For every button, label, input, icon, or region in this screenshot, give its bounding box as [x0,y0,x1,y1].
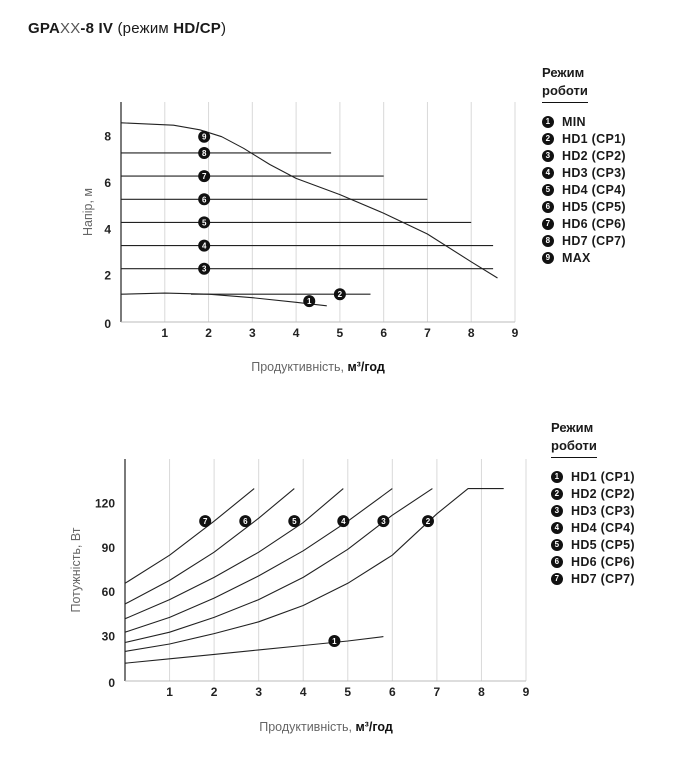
legend-item-number: 8 [542,235,554,247]
legend-item-number: 2 [551,488,563,500]
legend-item-number: 2 [542,133,554,145]
legend-item-label: HD3 (CP3) [571,503,635,518]
x-tick-label: 2 [205,326,212,340]
series-marker-3 [377,515,389,527]
x-tick-label: 7 [433,685,441,699]
series-marker-label: 6 [201,195,207,205]
series-marker-label: 9 [201,132,207,142]
legend-item-number: 3 [551,505,563,517]
series-marker-5 [288,515,300,527]
y-tick-label: 90 [101,540,115,555]
series-marker-label: 6 [243,517,248,527]
legend-item [542,147,626,164]
y-tick-label: 6 [104,176,111,191]
title-model-xx: XX [60,20,81,37]
legend-item [551,570,635,587]
x-tick-label: 5 [344,685,352,699]
legend-item-number: 7 [551,573,563,585]
series-marker-1 [328,635,340,647]
title-mode-value: HD/CP [173,20,221,37]
series-marker-2 [422,515,434,527]
series-marker-label: 7 [202,517,208,527]
series-marker-label: 1 [332,637,337,647]
series-marker-label: 3 [201,264,207,274]
x-tick-label: 4 [299,685,307,699]
legend-item-label: HD4 (CP4) [562,182,626,197]
legend-item-label: HD1 (CP1) [562,131,626,146]
legend-item-label: MAX [562,250,591,265]
power-chart-legend [551,419,635,587]
x-tick-label: 3 [248,326,256,340]
legend-item [551,502,635,519]
series-marker-label: 7 [201,172,207,182]
legend-item-label: HD5 (CP5) [571,537,635,552]
x-tick-label: 9 [511,326,519,340]
legend-item-label: HD1 (CP1) [571,469,635,484]
legend-item-label: HD5 (CP5) [562,199,626,214]
x-tick-label: 7 [424,326,431,340]
legend-item-label: HD6 (CP6) [571,554,635,569]
x-axis-label: Продуктивність, м³/год [251,360,385,374]
title-model-suffix: -8 IV [80,20,114,37]
legend-item-number: 5 [542,184,554,196]
y-tick-label: 2 [104,268,111,283]
legend-item-label: HD3 (CP3) [562,165,626,180]
title-model-prefix: GPA [28,20,60,37]
x-tick-label: 6 [388,685,396,699]
legend-item [542,164,626,181]
legend-title-line1: Режим [542,65,585,80]
legend-title-line2: роботи [551,438,597,453]
legend-item-label: HD4 (CP4) [571,520,635,535]
x-tick-label: 2 [210,685,218,699]
series-line-1 [125,637,383,664]
head-chart-legend [542,64,626,266]
x-tick-label: 8 [478,685,485,699]
x-tick-label: 8 [467,326,475,340]
series-line-6 [125,489,294,604]
x-tick-label: 6 [380,326,388,340]
legend-item [551,468,635,485]
series-marker-label: 5 [292,517,297,527]
series-line-3 [125,489,432,643]
x-axis-label: Продуктивність, м³/год [259,720,393,734]
legend-item [551,485,635,502]
legend-item-label: MIN [562,114,586,129]
series-marker-label: 8 [201,148,207,158]
legend-item-number: 1 [542,116,554,128]
x-tick-label: 5 [336,326,344,340]
legend-item-number: 7 [542,218,554,230]
legend-item-number: 1 [551,471,563,483]
legend-item-label: HD2 (CP2) [562,148,626,163]
legend-item [542,130,626,147]
legend-item [542,232,626,249]
legend-item-number: 6 [551,556,563,568]
series-marker-6 [239,515,251,527]
series-marker-label: 1 [307,297,312,307]
legend-item-number: 5 [551,539,563,551]
series-marker-4 [337,515,349,527]
y-tick-label: 0 [108,676,115,690]
legend-item [542,113,626,130]
legend-item [542,215,626,232]
series-marker-label: 5 [201,218,207,228]
y-axis-label: Потужність, Вт [69,527,83,613]
legend-item [542,181,626,198]
series-marker-label: 2 [337,290,343,300]
title-mode-prefix: (режим [113,20,174,37]
series-marker-label: 4 [201,241,207,251]
legend-item-number: 6 [542,201,554,213]
x-tick-label: 1 [161,326,169,340]
title-mode-close: ) [220,20,227,37]
legend-list [542,113,626,266]
y-tick-label: 30 [101,629,115,644]
legend-title-line1: Режим [551,420,594,435]
x-tick-label: 4 [292,326,300,340]
legend-item-number: 3 [542,150,554,162]
legend-title [542,64,588,103]
y-tick-label: 8 [104,129,111,144]
legend-list [551,468,635,587]
legend-title [551,419,597,458]
y-tick-label: 0 [104,317,111,331]
legend-item-number: 4 [551,522,563,534]
y-tick-label: 4 [104,222,111,237]
legend-item-label: HD7 (CP7) [571,571,635,586]
legend-item [542,249,626,266]
legend-item-number: 9 [542,252,554,264]
y-tick-label: 60 [101,585,115,600]
legend-item-number: 4 [542,167,554,179]
series-line-5 [125,489,343,619]
series-marker-label: 2 [425,517,431,527]
x-tick-label: 3 [255,685,263,699]
series-marker-label: 4 [341,517,346,527]
legend-item-label: HD2 (CP2) [571,486,635,501]
legend-item [542,198,626,215]
x-tick-label: 1 [166,685,173,699]
y-axis-label: Напір, м [81,187,95,237]
legend-item [551,553,635,570]
x-tick-label: 9 [522,685,530,699]
legend-item [551,536,635,553]
legend-title-line2: роботи [542,83,588,98]
series-marker-7 [199,515,211,527]
y-tick-label: 120 [94,496,115,511]
series-marker-label: 3 [381,517,386,527]
legend-item-label: HD6 (CP6) [562,216,626,231]
legend-item [551,519,635,536]
legend-item-label: HD7 (CP7) [562,233,626,248]
